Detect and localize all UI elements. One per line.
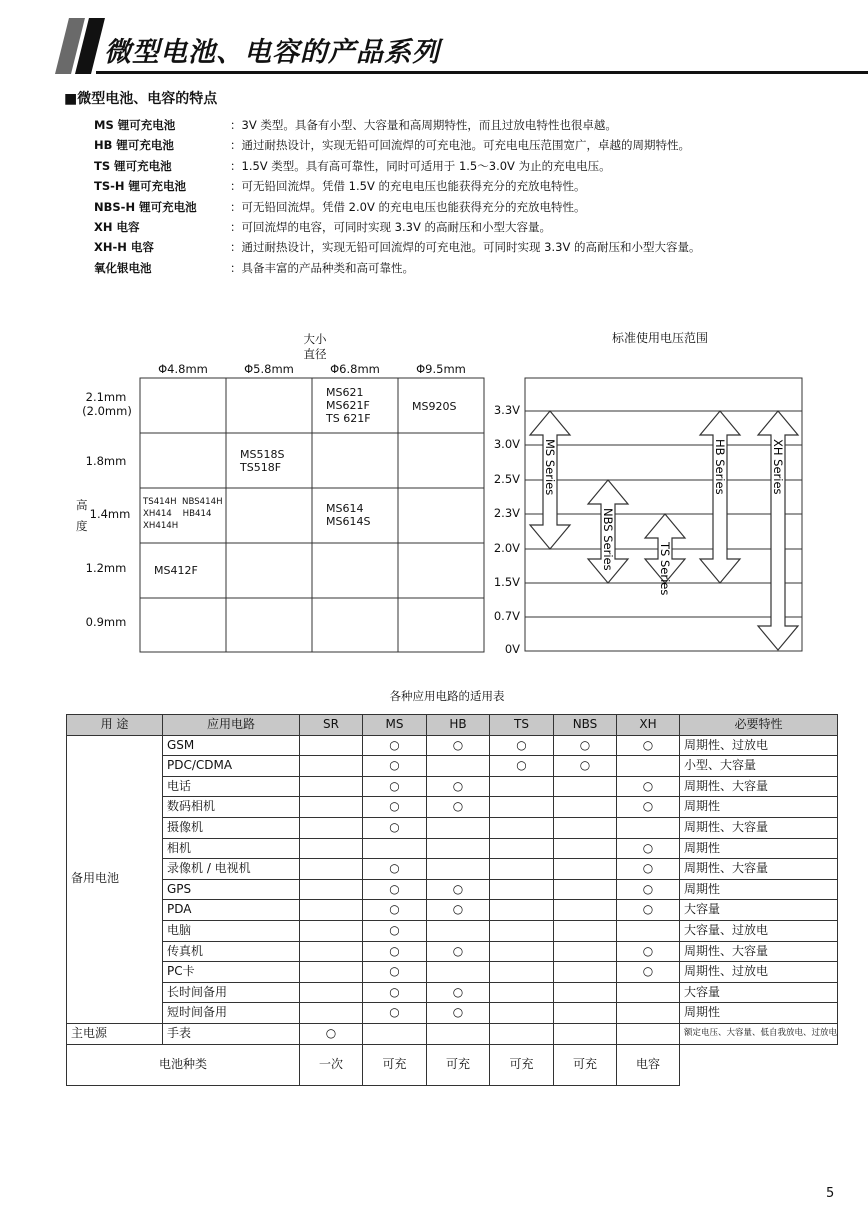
table-row [67,900,838,921]
feature-item [94,217,814,237]
compat-mark-cell [490,817,554,838]
battery-type-cell: 可充 [363,1044,427,1085]
compat-mark-cell [427,962,490,983]
table-row [67,879,838,900]
requirement-cell: 小型、大容量 [680,756,838,777]
usage-group-cell: 主电源 [67,1023,163,1044]
compat-mark-cell [490,1023,554,1044]
feature-item [94,176,814,196]
compat-mark-cell: ○ [617,735,680,756]
compat-mark-cell [300,817,363,838]
compat-mark-cell: ○ [617,879,680,900]
table-row [67,817,838,838]
compat-mark-cell [617,920,680,941]
requirement-cell: 周期性、大容量 [680,859,838,880]
table-row [67,797,838,818]
empty-cell [680,1044,838,1085]
feature-description: ：通过耐热设计，实现无铅可回流焊的可充电池。可同时实现 3.3V 的高耐压和小型大容量。 [230,240,701,255]
requirement-cell: 周期性、大容量 [680,817,838,838]
circuit-cell: 摄像机 [163,817,300,838]
page-title: 微型电池、电容的产品系列 [104,37,440,68]
circuit-cell: PDA [163,900,300,921]
compat-mark-cell: ○ [617,962,680,983]
compat-mark-cell [490,982,554,1003]
feature-description: ：可无铅回流焊。凭借 1.5V 的充电电压也能获得充分的充放电特性。 [230,179,586,194]
column-header: 必要特性 [680,715,838,736]
height-value: 1.2mm [85,561,127,575]
compat-mark-cell: ○ [427,941,490,962]
height-value: 1.8mm [85,454,127,468]
usage-group-cell: 备用电池 [67,735,163,1023]
compat-mark-cell [427,920,490,941]
requirement-cell: 额定电压、大容量、低自我放电、过放电 [680,1023,838,1044]
feature-description: ：可回流焊的电容，可同时实现 3.3V 的高耐压和小型大容量。 [230,220,551,234]
compat-mark-cell [490,920,554,941]
compat-mark-cell: ○ [363,797,427,818]
size-cell: MS614 MS614S [326,502,371,528]
compat-mark-cell [617,1023,680,1044]
requirement-cell: 周期性、过放电 [680,735,838,756]
size-label-1: 大小 [303,332,327,346]
series-label: XH Series [771,439,785,495]
compat-mark-cell: ○ [363,859,427,880]
compat-mark-cell [490,900,554,921]
compat-mark-cell [554,900,617,921]
column-header: 应用电路 [163,715,300,736]
page-number: 5 [826,1186,835,1201]
compat-mark-cell [617,1003,680,1024]
table-row [67,1023,838,1044]
voltage-level-label: 2.5V [493,472,520,486]
title-underline [96,71,868,74]
compat-mark-cell [554,817,617,838]
voltage-level-label: 3.0V [493,437,520,451]
column-header: TS [490,715,554,736]
table-row [67,859,838,880]
compat-mark-cell: ○ [427,797,490,818]
circuit-cell: 数码相机 [163,797,300,818]
compat-mark-cell [300,879,363,900]
requirement-cell: 周期性、大容量 [680,941,838,962]
compat-mark-cell: ○ [490,735,554,756]
circuit-cell: 电脑 [163,920,300,941]
compat-mark-cell: ○ [427,900,490,921]
voltage-level-label: 1.5V [493,575,520,589]
feature-item [94,115,814,135]
compat-mark-cell: ○ [363,962,427,983]
compat-mark-cell [490,797,554,818]
feature-item [94,135,814,155]
compat-mark-cell: ○ [363,920,427,941]
column-header: NBS [554,715,617,736]
compat-mark-cell: ○ [363,900,427,921]
series-label: TS Series [658,542,672,596]
compat-mark-cell: ○ [490,756,554,777]
compat-mark-cell: ○ [427,1003,490,1024]
compat-mark-cell [363,1023,427,1044]
compat-mark-cell [300,941,363,962]
circuit-cell: 相机 [163,838,300,859]
voltage-plot [524,377,804,654]
compat-mark-cell: ○ [363,879,427,900]
column-header: MS [363,715,427,736]
requirement-cell: 周期性、过放电 [680,962,838,983]
battery-type-cell: 可充 [490,1044,554,1085]
height-sub-value: (2.0mm) [82,404,132,418]
circuit-cell: 录像机 / 电视机 [163,859,300,880]
compat-mark-cell [490,941,554,962]
compat-mark-cell [554,982,617,1003]
series-label: MS Series [543,439,557,496]
battery-type-row [67,1044,838,1085]
circuit-cell: PDC/CDMA [163,756,300,777]
feature-name: 氧化银电池 [94,260,152,275]
voltage-level-label: 2.3V [493,506,520,520]
compat-mark-cell [554,1023,617,1044]
size-cell: MS920S [412,400,457,413]
height-label-1: 高 [76,498,88,512]
compat-mark-cell [427,838,490,859]
height-value: 2.1mm [85,390,127,404]
compat-mark-cell [427,1023,490,1044]
series-label: HB Series [713,439,727,495]
compat-mark-cell [300,900,363,921]
voltage-level-label: 0.7V [493,609,520,623]
compat-mark-cell [300,756,363,777]
size-cell: MS518S TS518F [240,448,285,474]
size-cell: TS414H NBS414H XH414 HB414 XH414H [143,497,223,531]
compat-mark-cell: ○ [363,982,427,1003]
compat-mark-cell [300,1003,363,1024]
voltage-level-label: 0V [504,642,520,656]
table-row [67,962,838,983]
compat-mark-cell [300,776,363,797]
compat-mark-cell [617,756,680,777]
feature-item [94,237,814,257]
table-row [67,776,838,797]
compat-mark-cell [554,797,617,818]
column-header: 用 途 [67,715,163,736]
size-cell: MS412F [154,564,198,577]
requirement-cell: 周期性 [680,797,838,818]
requirement-cell: 大容量 [680,982,838,1003]
feature-description: ：可无铅回流焊。凭借 2.0V 的充电电压也能获得充分的充放电特性。 [230,199,586,214]
feature-description: ：3V 类型。具备有小型、大容量和高周期特性，而且过放电特性也很卓越。 [230,118,617,132]
feature-name: TS-H 锂可充电池 [94,179,187,194]
requirement-cell: 周期性 [680,838,838,859]
feature-description: ：具备丰富的产品种类和高可靠性。 [230,260,414,275]
compat-mark-cell [554,859,617,880]
feature-item [94,258,814,278]
circuit-cell: 手表 [163,1023,300,1044]
circuit-cell: PC卡 [163,962,300,983]
battery-type-cell: 一次 [300,1044,363,1085]
compat-mark-cell: ○ [363,941,427,962]
height-value: 0.9mm [85,615,127,629]
compat-mark-cell [427,817,490,838]
battery-type-cell: 可充 [427,1044,490,1085]
compat-mark-cell: ○ [363,1003,427,1024]
size-cell: MS621 MS621F TS 621F [326,386,371,425]
compat-mark-cell: ○ [554,756,617,777]
voltage-level-label: 2.0V [493,541,520,555]
feature-name: TS 锂可充电池 [94,158,172,173]
table-header-row [67,715,838,736]
compat-mark-cell [554,1003,617,1024]
voltage-level-label: 3.3V [493,403,520,417]
requirement-cell: 周期性 [680,1003,838,1024]
compat-mark-cell: ○ [363,756,427,777]
height-label-2: 度 [76,519,88,533]
compat-mark-cell [300,962,363,983]
diameter-label: Φ6.8mm [330,362,380,376]
compat-mark-cell [300,859,363,880]
table-row [67,838,838,859]
compat-mark-cell [363,838,427,859]
compat-mark-cell [617,982,680,1003]
compat-mark-cell [300,735,363,756]
requirement-cell: 周期性、大容量 [680,776,838,797]
compat-mark-cell: ○ [427,735,490,756]
feature-item [94,156,814,176]
compat-mark-cell [490,859,554,880]
compat-mark-cell [490,776,554,797]
table-row [67,982,838,1003]
application-table [66,714,838,1086]
compat-mark-cell: ○ [554,735,617,756]
compat-mark-cell [554,776,617,797]
column-header: HB [427,715,490,736]
diameter-label: Φ9.5mm [416,362,466,376]
compat-mark-cell [300,920,363,941]
feature-name: NBS-H 锂可充电池 [94,199,197,214]
height-value: 1.4mm [89,507,131,521]
table-caption: 各种应用电路的适用表 [389,689,505,703]
compat-mark-cell: ○ [617,900,680,921]
requirement-cell: 大容量 [680,900,838,921]
circuit-cell: 长时间备用 [163,982,300,1003]
compat-mark-cell [490,879,554,900]
feature-description: ：通过耐热设计，实现无铅可回流焊的可充电池。可充电电压范围宽广，卓越的周期特性。 [230,138,690,153]
compat-mark-cell: ○ [617,776,680,797]
series-label: NBS Series [601,508,615,571]
compat-mark-cell [427,756,490,777]
compat-mark-cell [490,1003,554,1024]
compat-mark-cell: ○ [617,859,680,880]
table-row [67,1003,838,1024]
compat-mark-cell: ○ [427,982,490,1003]
feature-name: HB 锂可充电池 [94,138,174,153]
compat-mark-cell: ○ [363,735,427,756]
circuit-cell: 传真机 [163,941,300,962]
column-header: SR [300,715,363,736]
feature-item [94,197,814,217]
compat-mark-cell: ○ [363,776,427,797]
column-header: XH [617,715,680,736]
compat-mark-cell [554,920,617,941]
compat-mark-cell: ○ [617,797,680,818]
requirement-cell: 周期性 [680,879,838,900]
compat-mark-cell [554,962,617,983]
battery-type-cell: 可充 [554,1044,617,1085]
table-row [67,941,838,962]
feature-description: ：1.5V 类型。具有高可靠性，同时可适用于 1.5～3.0V 为止的充电电压。 [230,158,611,173]
table-row [67,920,838,941]
circuit-cell: GSM [163,735,300,756]
compat-mark-cell [490,838,554,859]
compat-mark-cell [427,859,490,880]
section-heading: ■微型电池、电容的特点 [64,91,218,107]
compat-mark-cell [554,838,617,859]
circuit-cell: GPS [163,879,300,900]
compat-mark-cell [300,838,363,859]
compat-mark-cell: ○ [300,1023,363,1044]
circuit-cell: 短时间备用 [163,1003,300,1024]
compat-mark-cell: ○ [363,817,427,838]
compat-mark-cell [300,982,363,1003]
compat-mark-cell [554,941,617,962]
battery-type-cell: 电容 [617,1044,680,1085]
circuit-cell: 电话 [163,776,300,797]
diameter-label: Φ5.8mm [244,362,294,376]
table-row [67,735,838,756]
voltage-chart-title: 标准使用电压范围 [611,331,708,345]
compat-mark-cell [300,797,363,818]
table-row [67,756,838,777]
battery-type-label: 电池种类 [67,1044,300,1085]
compat-mark-cell: ○ [617,838,680,859]
compat-mark-cell: ○ [617,941,680,962]
compat-mark-cell [554,879,617,900]
feature-name: XH 电容 [94,220,140,234]
compat-mark-cell: ○ [427,776,490,797]
compat-mark-cell [490,962,554,983]
diameter-label: Φ4.8mm [158,362,208,376]
size-label-2: 直径 [303,347,327,361]
requirement-cell: 大容量、过放电 [680,920,838,941]
feature-name: XH-H 电容 [94,240,154,255]
series-range-arrow [700,411,740,583]
compat-mark-cell: ○ [427,879,490,900]
feature-name: MS 锂可充电池 [94,118,176,132]
compat-mark-cell [617,817,680,838]
